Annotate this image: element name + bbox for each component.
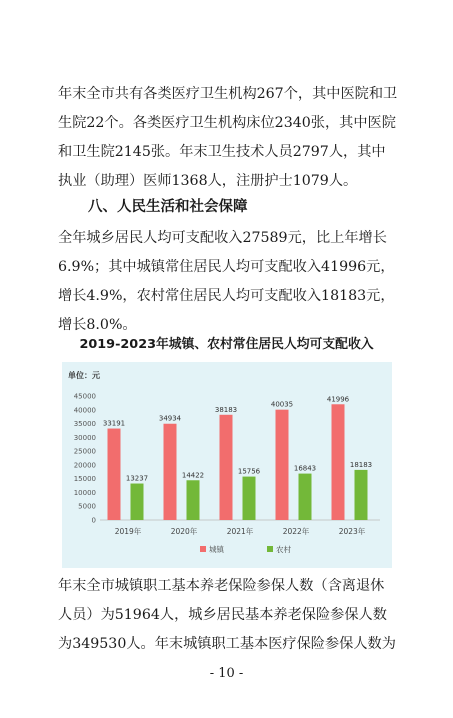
bar-rural bbox=[187, 480, 200, 520]
x-tick-label: 2019年 bbox=[114, 527, 142, 536]
data-label: 38183 bbox=[214, 405, 238, 414]
data-label: 18183 bbox=[349, 460, 373, 469]
legend-swatch-rural bbox=[267, 546, 273, 552]
chart-title: 2019-2023年城镇、农村常住居民人均可支配收入 bbox=[79, 337, 374, 352]
y-tick-label: 0 bbox=[91, 516, 96, 525]
data-label: 13237 bbox=[125, 474, 149, 483]
data-label: 14422 bbox=[181, 471, 205, 480]
y-tick-label: 5000 bbox=[78, 502, 96, 511]
paragraph-insurance: 年末全市城镇职工基本养老保险参保人数（含离退休人员）为51964人，城乡居民基本养老保险参保人数为349530人。年末城镇职工基本医疗保险参保人数为 bbox=[58, 578, 396, 652]
bar-urban bbox=[276, 410, 289, 520]
x-tick-label: 2020年 bbox=[170, 527, 198, 536]
legend-label: 农村 bbox=[276, 545, 291, 554]
bar-rural bbox=[131, 484, 144, 520]
y-tick-label: 30000 bbox=[73, 433, 96, 442]
income-chart bbox=[62, 362, 392, 568]
y-tick-label: 40000 bbox=[73, 406, 96, 415]
x-tick-label: 2022年 bbox=[282, 527, 310, 536]
legend-label: 城镇 bbox=[209, 545, 224, 554]
bar-urban bbox=[164, 424, 177, 520]
paragraph-medical: 年末全市共有各类医疗卫生机构267个，其中医院和卫生院22个。各类医疗卫生机构床位2340张，其中医院和卫生院2145张。年末卫生技术人员2797人，其中执业（助理）医师1368人，注册护士1079人。 bbox=[58, 86, 398, 189]
unit-label: 单位：元 bbox=[68, 371, 100, 380]
y-tick-label: 25000 bbox=[73, 447, 96, 456]
y-tick-label: 10000 bbox=[73, 488, 96, 497]
x-tick-label: 2021年 bbox=[226, 527, 254, 536]
bar-urban bbox=[108, 429, 121, 520]
data-label: 34934 bbox=[158, 414, 182, 423]
data-label: 15756 bbox=[237, 467, 261, 476]
y-tick-label: 35000 bbox=[73, 420, 96, 429]
bar-rural bbox=[299, 474, 312, 520]
page-number: - 10 - bbox=[209, 666, 244, 681]
data-label: 41996 bbox=[326, 395, 350, 404]
y-tick-label: 15000 bbox=[73, 475, 96, 484]
x-tick-label: 2023年 bbox=[338, 527, 366, 536]
y-tick-label: 45000 bbox=[73, 392, 96, 401]
paragraph-income: 全年城乡居民人均可支配收入27589元，比上年增长6.9%；其中城镇常住居民人均可支配收入41996元，增长4.9%，农村常住居民人均可支配收入18183元，增长8.0%。 bbox=[58, 230, 395, 333]
legend-swatch-urban bbox=[200, 546, 206, 552]
data-label: 16843 bbox=[293, 464, 317, 473]
bar-urban bbox=[332, 404, 345, 520]
bar-urban bbox=[220, 415, 233, 520]
section-heading: 八、人民生活和社会保障 bbox=[88, 199, 248, 215]
data-label: 40035 bbox=[270, 400, 294, 409]
y-tick-label: 20000 bbox=[73, 461, 96, 470]
bar-rural bbox=[355, 470, 368, 520]
data-label: 33191 bbox=[102, 419, 126, 428]
bar-rural bbox=[243, 477, 256, 520]
